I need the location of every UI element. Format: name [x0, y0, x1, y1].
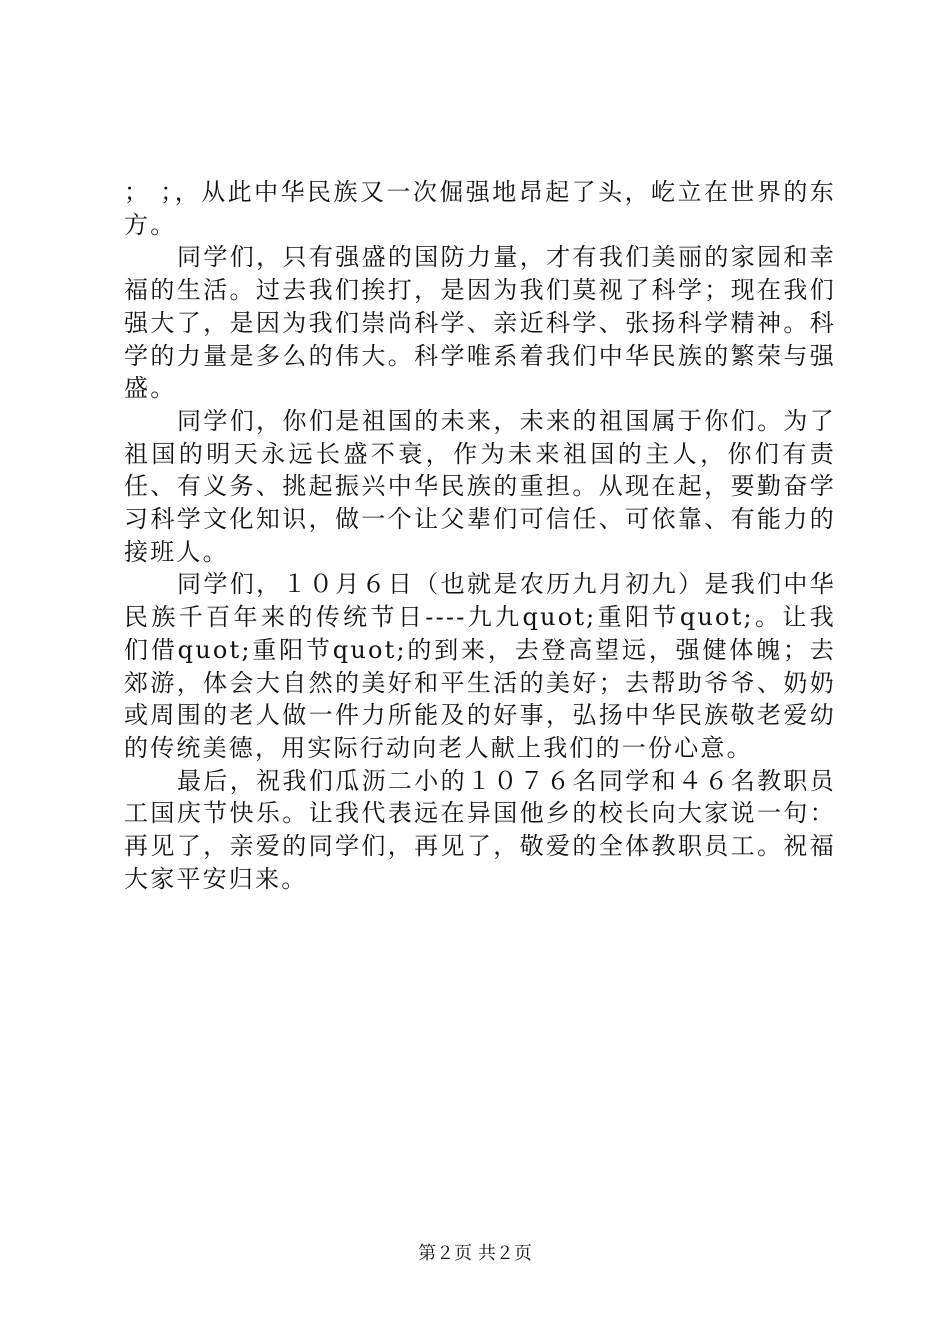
- paragraph-5: 最后，祝我们瓜沥二小的１０７６名同学和４６名教职员工国庆节快乐。让我代表远在异国他乡的校长向大家说一句：再见了，亲爱的同学们，再见了，敬爱的全体教职员工。祝福大家平安归来。: [124, 766, 836, 893]
- document-body: [124, 176, 836, 895]
- page-number-label: 第２页 共２页: [418, 1243, 532, 1264]
- paragraph-1: ； ；，从此中华民族又一次倔强地昂起了头，屹立在世界的东方。: [124, 178, 836, 239]
- paragraph-4: 同学们，１０月６日（也就是农历九月初九）是我们中华民族千百年来的传统节日----九九quot;重阳节quot;。让我们借quot;重阳节quot;的到来，去登高望远，强健体魄；去郊游，体会大自然的美好和平生活的美好；去帮助爷爷、奶奶或周围的老人做一件力所能及的好事，弘扬中华民族敬老爱幼的传统美德，用实际行动向老人献上我们的一份心意。: [124, 570, 836, 762]
- paragraph-3: 同学们，你们是祖国的未来，未来的祖国属于你们。为了祖国的明天永远长盛不衰，作为未来祖国的主人，你们有责任、有义务、挑起振兴中华民族的重担。从现在起，要勤奋学习科学文化知识，做一个让父辈们可信任、可依靠、有能力的接班人。: [124, 406, 836, 566]
- paragraph-2: 同学们，只有强盛的国防力量，才有我们美丽的家园和幸福的生活。过去我们挨打，是因为我们莫视了科学；现在我们强大了，是因为我们崇尚科学、亲近科学、张扬科学精神。科学的力量是多么的伟大。科学唯系着我们中华民族的繁荣与强盛。: [124, 243, 836, 403]
- page-footer: [0, 1243, 950, 1265]
